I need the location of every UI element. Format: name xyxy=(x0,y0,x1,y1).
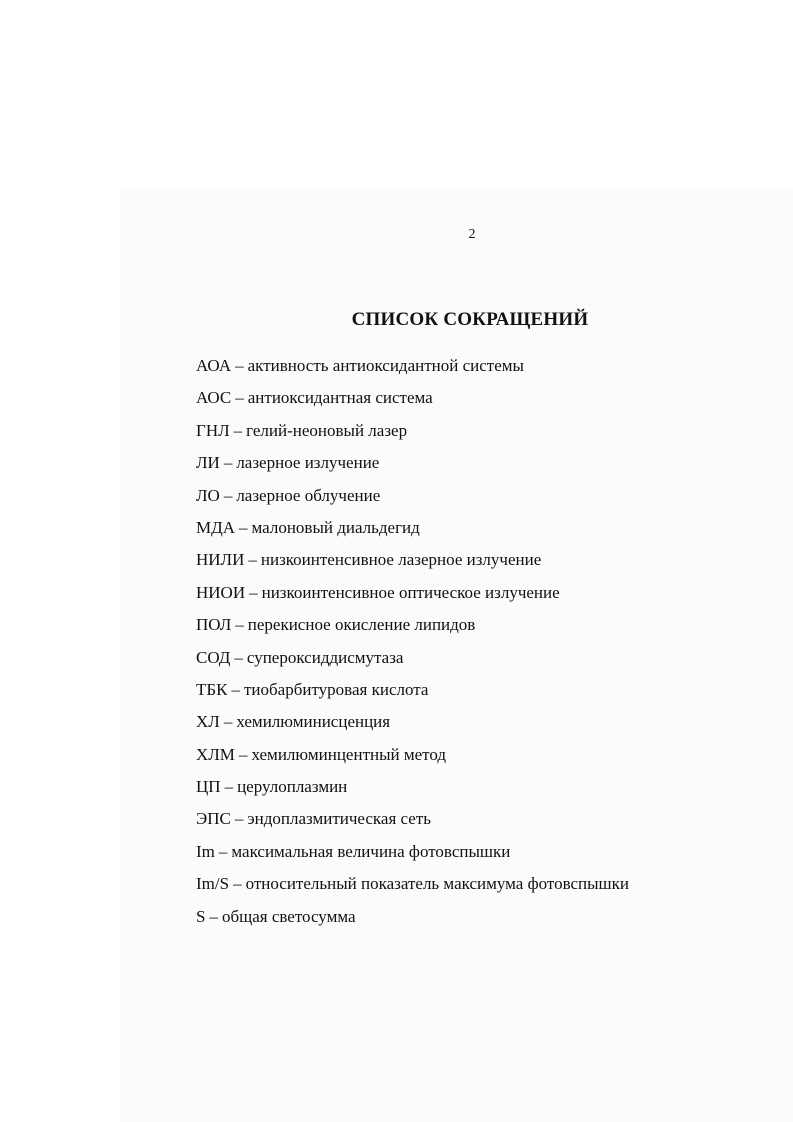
abbreviation-entry xyxy=(196,516,629,548)
abbreviation-definition: низкоинтенсивное оптическое излучение xyxy=(261,582,560,602)
dash-separator: – xyxy=(234,647,243,667)
abbreviation-entry xyxy=(196,905,629,937)
abbreviation-term: ЦП xyxy=(196,777,221,797)
abbreviation-definition: эндоплазмитическая сеть xyxy=(247,809,432,829)
abbreviation-definition: церулоплазмин xyxy=(237,777,348,797)
dash-separator: – xyxy=(233,420,243,440)
abbreviation-entry xyxy=(196,646,629,678)
abbreviation-definition: перекисное окисление липидов xyxy=(247,615,476,635)
dash-separator: – xyxy=(235,615,244,635)
abbreviation-term: Im xyxy=(196,841,215,861)
abbreviation-entry xyxy=(196,872,629,904)
abbreviation-entry xyxy=(196,419,629,451)
abbreviation-entry xyxy=(196,484,629,516)
abbreviation-term: Im/S xyxy=(196,874,230,894)
abbreviation-definition: относительный показатель максимума фотовспышки xyxy=(245,874,630,894)
abbreviation-term: ХЛМ xyxy=(196,744,235,764)
page-title: СПИСОК СОКРАЩЕНИЙ xyxy=(351,309,589,330)
page-number: 2 xyxy=(468,227,476,242)
abbreviation-entry xyxy=(196,354,629,386)
abbreviation-entry xyxy=(196,451,629,483)
dash-separator: – xyxy=(238,744,248,764)
abbreviation-term: ЛО xyxy=(196,485,220,505)
abbreviation-term: НИОИ xyxy=(196,582,246,602)
dash-separator: – xyxy=(234,809,244,829)
dash-separator: – xyxy=(209,906,218,926)
abbreviation-entry xyxy=(196,678,629,710)
abbreviation-list xyxy=(196,354,629,937)
dash-separator: – xyxy=(235,388,244,408)
abbreviation-definition: лазерное облучение xyxy=(236,485,381,505)
abbreviation-definition: хемилюминисценция xyxy=(236,712,391,732)
abbreviation-entry xyxy=(196,775,629,807)
abbreviation-entry xyxy=(196,743,629,775)
abbreviation-entry xyxy=(196,710,629,742)
abbreviation-term: ЛИ xyxy=(196,453,220,473)
dash-separator: – xyxy=(239,517,248,537)
abbreviation-entry xyxy=(196,840,629,872)
abbreviation-definition: максимальная величина фотовспышки xyxy=(231,841,511,861)
abbreviation-entry xyxy=(196,807,629,839)
abbreviation-term: НИЛИ xyxy=(196,550,245,570)
abbreviation-term: МДА xyxy=(196,517,235,537)
abbreviation-term: ТБК xyxy=(196,679,228,699)
dash-separator: – xyxy=(218,841,228,861)
abbreviation-term: АОА xyxy=(196,356,232,375)
abbreviation-definition: малоновый диальдегид xyxy=(251,517,420,537)
abbreviation-entry xyxy=(196,386,629,418)
abbreviation-entry xyxy=(196,548,629,580)
dash-separator: – xyxy=(223,453,233,473)
abbreviation-definition: лазерное излучение xyxy=(236,453,380,473)
abbreviation-term: ЭПС xyxy=(196,809,231,829)
dash-separator: – xyxy=(235,356,244,375)
abbreviation-entry xyxy=(196,581,629,613)
abbreviation-term: АОС xyxy=(196,388,232,408)
dash-separator: – xyxy=(231,679,240,699)
abbreviation-definition: хемилюминцентный метод xyxy=(251,744,447,764)
abbreviation-definition: общая светосумма xyxy=(221,906,356,926)
dash-separator: – xyxy=(249,582,258,602)
abbreviation-definition: тиобарбитуровая кислота xyxy=(244,679,429,699)
dash-separator: – xyxy=(223,485,233,505)
abbreviation-definition: низкоинтенсивное лазерное излучение xyxy=(260,550,542,570)
abbreviation-definition: антиоксидантная система xyxy=(247,388,433,408)
abbreviation-definition: супероксиддисмутаза xyxy=(246,647,404,667)
abbreviation-definition: активность антиоксидантной системы xyxy=(247,356,524,375)
abbreviation-term: S xyxy=(196,906,206,926)
dash-separator: – xyxy=(223,712,233,732)
abbreviation-term: СОД xyxy=(196,647,231,667)
dash-separator: – xyxy=(248,550,257,570)
dash-separator: – xyxy=(224,777,234,797)
abbreviation-entry xyxy=(196,613,629,645)
dash-separator: – xyxy=(233,874,242,894)
abbreviation-term: ПОЛ xyxy=(196,615,232,635)
abbreviation-definition: гелий-неоновый лазер xyxy=(246,420,408,440)
abbreviation-term: ХЛ xyxy=(196,712,220,732)
abbreviation-term: ГНЛ xyxy=(196,420,230,440)
